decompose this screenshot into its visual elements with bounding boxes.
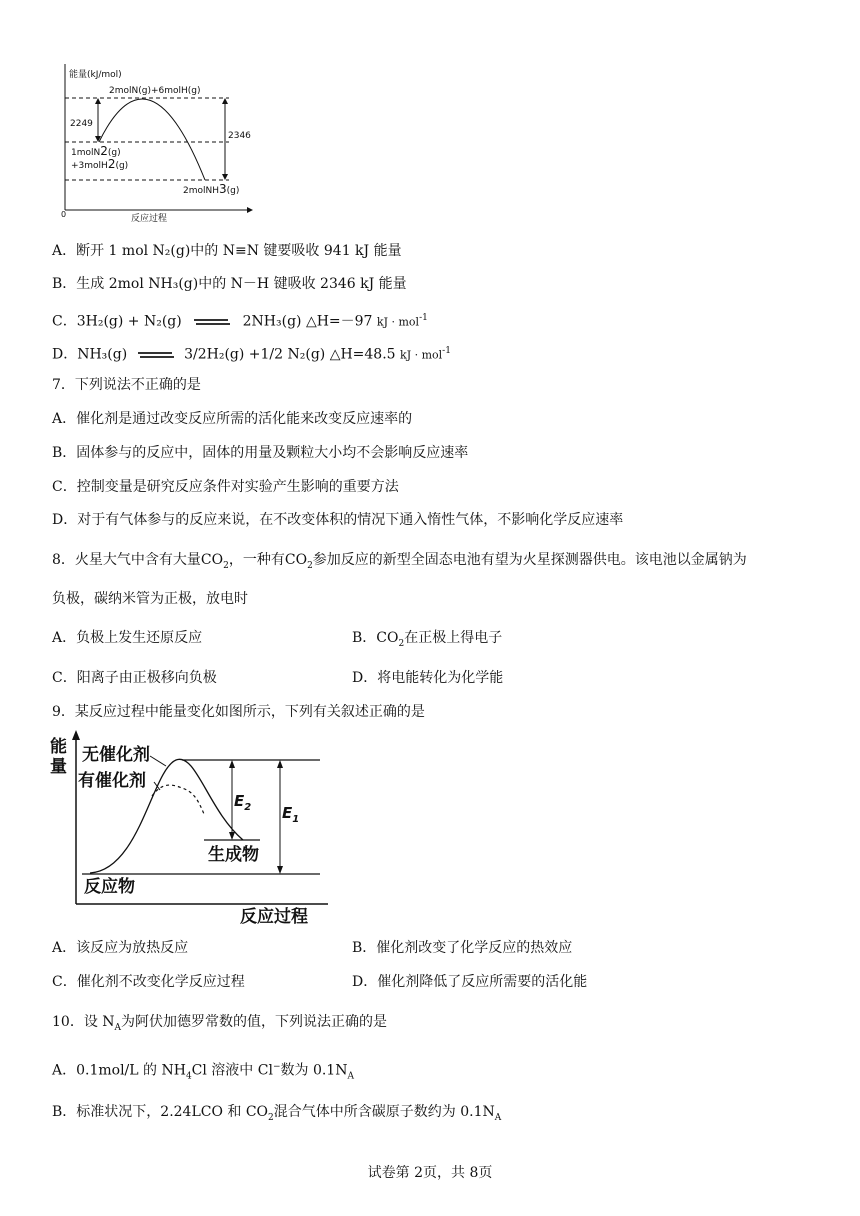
left-value: 2249 (70, 119, 93, 129)
q7-option-a: A．催化剂是通过改变反应所需的活化能来改变反应速率的 (52, 411, 413, 427)
y-label-1: 能 (50, 737, 67, 757)
x-axis-label: 反应过程 (240, 907, 308, 926)
q7-option-c: C．控制变量是研究反应条件对实验产生影响的重要方法 (52, 479, 399, 495)
q9-option-d: D．催化剂降低了反应所需要的活化能 (352, 974, 588, 990)
x-axis-label: 反应过程 (131, 214, 168, 224)
product-label: 2molNH3(g) (183, 182, 240, 196)
equilibrium-arrow-icon (136, 350, 176, 360)
page-footer: 试卷第 2页，共 8页 (367, 1165, 493, 1181)
q8-stem-line2: 负极，碳纳米管为正极，放电时 (52, 591, 248, 607)
q8-option-d: D．将电能转化为化学能 (352, 670, 504, 686)
q9-option-b: B．催化剂改变了化学反应的热效应 (352, 940, 573, 956)
y-label-2: 量 (50, 757, 67, 777)
right-value: 2346 (228, 131, 251, 141)
reactant-label: 反应物 (84, 877, 135, 897)
reactant-label-1: 1molN2(g) (71, 144, 121, 158)
q6-option-a: A．断开 1 mol N₂(g)中的 N≡N 键要吸收 941 kJ 能量 (52, 243, 402, 259)
top-level-label: 2molN(g)+6molH(g) (109, 86, 201, 96)
no-catalyst-label: 无催化剂 (82, 745, 150, 765)
q7-stem: 7．下列说法不正确的是 (52, 377, 201, 393)
with-catalyst-label: 有催化剂 (78, 771, 146, 791)
q9-option-a: A．该反应为放热反应 (52, 940, 189, 956)
y-axis-label: 能量(kJ/mol) (69, 70, 122, 80)
q10-option-a: A．0.1mol/L 的 $NH_4Cl$ 溶液中 Cl−数为 $0.1N_A$ (52, 1062, 354, 1082)
q9-stem: 9．某反应过程中能量变化如图所示，下列有关叙述正确的是 (52, 704, 425, 720)
reactant-label-2: +3molH2(g) (71, 157, 129, 171)
q8-option-a: A．负极上发生还原反应 (52, 630, 203, 646)
energy-diagram-ammonia (55, 60, 255, 228)
e2-label: $E_2$ (234, 792, 252, 813)
q10-stem: 10．设 $N_A$为阿伏加德罗常数的值，下列说法正确的是 (52, 1014, 388, 1033)
product-label: 生成物 (208, 845, 259, 865)
q6-option-d: D．NH₃(g) 3/2H₂(g) +1/2 N₂(g) △H=48.5 kJ · mol$^{-1}$ (52, 346, 451, 363)
q8-stem-line1: 8．火星大气中含有大量$CO_2$，一种有$CO_2$参加反应的新型全固态电池有望为火星探测器供电。该电池以金属钠为 (52, 552, 747, 571)
q10-option-b: B．标准状况下，2.24LCO 和 $CO_2$混合气体中所含碳原子数约为 $0.1N_A$ (52, 1104, 502, 1123)
q6-option-c: C．3H₂(g) + N₂(g) 2NH₃(g) △H=－97 kJ · mol$^{-1}$ (52, 313, 428, 330)
catalyst-energy-diagram (48, 730, 348, 926)
q7-option-b: B．固体参与的反应中，固体的用量及颗粒大小均不会影响反应速率 (52, 445, 469, 461)
q7-option-d: D．对于有气体参与的反应来说，在不改变体积的情况下通入惰性气体，不影响化学反应速率 (52, 512, 624, 528)
q9-option-c: C．催化剂不改变化学反应过程 (52, 974, 245, 990)
q6-option-b: B．生成 2mol NH₃(g)中的 N－H 键吸收 2346 kJ 能量 (52, 276, 407, 292)
e1-label: $E_1$ (282, 804, 300, 825)
q8-option-c: C．阳离子由正极移向负极 (52, 670, 217, 686)
equilibrium-arrow-icon (192, 317, 232, 327)
origin-label: 0 (61, 210, 67, 219)
q8-option-b: B．$CO_2$在正极上得电子 (352, 630, 503, 649)
